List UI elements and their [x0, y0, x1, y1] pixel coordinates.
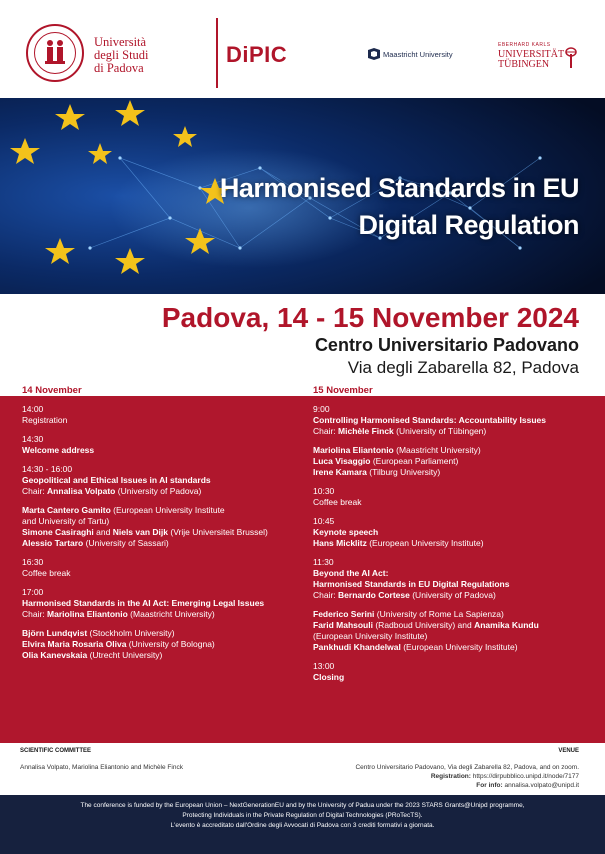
dipic-logo: DiPIC — [226, 42, 288, 67]
schedule-line: 9:00 — [313, 404, 330, 414]
schedule-text: Annalisa Volpato — [47, 486, 116, 496]
schedule-line: Controlling Harmonised Standards: Accountability Issues — [313, 415, 546, 425]
schedule-text: (European University Institute) — [400, 642, 518, 652]
header — [0, 0, 605, 98]
schedule-block — [313, 404, 593, 437]
schedule-text: Niels van Dijk — [112, 527, 168, 537]
tubingen-top-text: EBERHARD KARLS — [498, 42, 551, 48]
schedule-line — [22, 486, 302, 497]
schedule-line: 13:00 — [313, 661, 335, 671]
venue-label: VENUE — [558, 748, 579, 754]
schedule-block — [313, 516, 593, 549]
event-date: Padova, 14 - 15 November 2024 — [161, 302, 579, 333]
schedule-text: (University of Sassari) — [83, 538, 169, 548]
schedule-line: 14:30 - 16:00 — [22, 464, 73, 474]
schedule-text: Hans Micklitz — [313, 538, 367, 548]
schedule-text: (Maastricht University) — [393, 445, 481, 455]
committee-label: SCIENTIFIC COMMITTEE — [20, 748, 91, 754]
schedule-text: Chair: — [313, 590, 339, 600]
schedule-text: Mariolina Eliantonio — [313, 445, 394, 455]
schedule-line — [313, 426, 593, 437]
schedule-text: (Utrecht University) — [87, 650, 163, 660]
schedule-text: (University of Padova) — [115, 486, 202, 496]
schedule-block — [22, 464, 302, 497]
schedule-text: Pankhudi Khandelwal — [313, 642, 401, 652]
schedule-block — [313, 486, 593, 508]
hero-banner — [0, 98, 605, 294]
schedule-text: and — [93, 527, 113, 537]
schedule-text: Chair: — [22, 486, 48, 496]
schedule-text: (University of Rome La Sapienza) — [374, 609, 504, 619]
schedule-text: Chair: — [313, 426, 339, 436]
schedule-line: 17:00 — [22, 587, 44, 597]
day1-schedule — [22, 404, 302, 669]
schedule-line: 14:00 — [22, 404, 44, 414]
maastricht-logo: Maastricht University — [383, 50, 453, 59]
tubingen-logo: UNIVERSITÄT TÜBINGEN — [498, 49, 565, 70]
schedule-line — [22, 527, 302, 538]
schedule-line — [313, 467, 593, 478]
schedule-line — [313, 445, 593, 456]
schedule-block — [313, 557, 593, 601]
schedule-line — [313, 590, 593, 601]
schedule-line: Geopolitical and Ethical Issues in AI standards — [22, 475, 211, 485]
day1-heading: 14 November — [22, 385, 82, 396]
schedule-text: Simone Casiraghi — [22, 527, 94, 537]
schedule-line — [22, 538, 302, 549]
schedule-line — [22, 639, 302, 650]
schedule-text: (European University Institute) — [366, 538, 484, 548]
schedule-line: Beyond the AI Act: — [313, 568, 389, 578]
schedule-text: (European Parliament) — [370, 456, 459, 466]
funding-text: The conference is funded by the European Union – NextGenerationEU and by the University of Padua under the 2023 STARS Grants@Unipd programme, Protecting Individuals in the Private Regulation of Digital Technologies (PRoTecTS). L'evento è accreditato dall'Ordine degli Avvocati di Padova con 3 crediti formativi a giornata. — [80, 802, 525, 829]
schedule-text: Federico Serini — [313, 609, 375, 619]
header-divider — [216, 18, 218, 88]
schedule-text: (European University Institute — [110, 505, 225, 515]
venue-info: Centro Universitario Padovano, Via degli Zabarella 82, Padova, and on zoom. Registration: https://dirpubblico.unipd.it/node/7177 For info: annalisa.volpato@unipd.it — [355, 764, 579, 789]
schedule-text: (Stockholm University) — [87, 628, 175, 638]
schedule-text: Irene Kamara — [313, 467, 367, 477]
schedule-line — [313, 538, 593, 549]
committee-text: Annalisa Volpato, Mariolina Eliantonio and Michèle Finck — [20, 764, 183, 771]
schedule-text: Luca Visaggio — [313, 456, 371, 466]
schedule-line: Registration — [22, 415, 68, 425]
schedule-text: (Tilburg University) — [366, 467, 441, 477]
schedule-text: Bernardo Cortese — [338, 590, 410, 600]
schedule-block — [313, 445, 593, 478]
schedule-block — [313, 609, 593, 653]
schedule-line — [313, 642, 593, 653]
schedule-text: Björn Lundqvist — [22, 628, 88, 638]
event-title: Harmonised Standards in EU Digital Regulation — [219, 173, 579, 240]
schedule-line — [313, 620, 593, 631]
schedule-line: 14:30 — [22, 434, 44, 444]
schedule-block — [22, 505, 302, 549]
schedule-block — [22, 557, 302, 579]
seal-figures-icon — [42, 38, 68, 66]
palm-tree-icon — [565, 46, 577, 68]
schedule-text: Olia Kanevskaia — [22, 650, 88, 660]
schedule-text: Anamika Kundu — [474, 620, 539, 630]
schedule-line — [313, 456, 593, 467]
schedule-line — [22, 650, 302, 661]
schedule-text: Marta Cantero Gamito — [22, 505, 111, 515]
schedule-text: Michèle Finck — [338, 426, 394, 436]
schedule-text: Chair: — [22, 609, 48, 619]
schedule-text: Alessio Tartaro — [22, 538, 84, 548]
schedule-line: 16:30 — [22, 557, 44, 567]
info-email-link[interactable]: annalisa.volpato@unipd.it — [502, 782, 579, 789]
day2-heading: 15 November — [313, 385, 373, 396]
schedule-line — [22, 628, 302, 639]
schedule-line: Closing — [313, 672, 345, 682]
schedule-line: and University of Tartu) — [22, 516, 110, 526]
schedule-block — [313, 661, 593, 683]
schedule-line: 10:30 — [313, 486, 335, 496]
schedule-line: 11:30 — [313, 557, 334, 567]
schedule-line: Welcome address — [22, 445, 95, 455]
schedule-line: Coffee break — [22, 568, 71, 578]
schedule-text: (Vrije Universiteit Brussel) — [168, 527, 268, 537]
registration-link[interactable]: https://dirpubblico.unipd.it/node/7177 — [470, 773, 579, 780]
schedule-line: Keynote speech — [313, 527, 379, 537]
university-name: Università degli Studi di Padova — [94, 35, 149, 75]
schedule-text: (Radboud University) and — [372, 620, 475, 630]
schedule-block — [22, 404, 302, 426]
schedule-line — [22, 505, 302, 516]
schedule-line: Harmonised Standards in the AI Act: Emerging Legal Issues — [22, 598, 265, 608]
schedule-line: (European University Institute) — [313, 631, 428, 641]
schedule-block — [22, 434, 302, 456]
schedule-line — [313, 609, 593, 620]
day2-schedule — [313, 404, 593, 691]
schedule-line: Coffee break — [313, 497, 362, 507]
schedule-text: (University of Padova) — [409, 590, 496, 600]
schedule-block — [22, 628, 302, 661]
schedule-line — [22, 609, 302, 620]
venue-name: Centro Universitario Padovano — [314, 335, 579, 355]
schedule-text: Elvira Maria Rosaria Oliva — [22, 639, 127, 649]
schedule-text: (University of Tübingen) — [393, 426, 487, 436]
schedule-block — [22, 587, 302, 620]
venue-address: Via degli Zabarella 82, Padova — [347, 358, 579, 377]
schedule-text: (Maastricht University) — [127, 609, 215, 619]
maastricht-logo-icon — [368, 48, 380, 60]
schedule-text: Farid Mahsouli — [313, 620, 373, 630]
university-seal-logo — [26, 24, 84, 82]
schedule-text: (University of Bologna) — [126, 639, 215, 649]
schedule-text: Mariolina Eliantonio — [47, 609, 128, 619]
schedule-line: Harmonised Standards in EU Digital Regulations — [313, 579, 510, 589]
schedule-line: 10:45 — [313, 516, 335, 526]
